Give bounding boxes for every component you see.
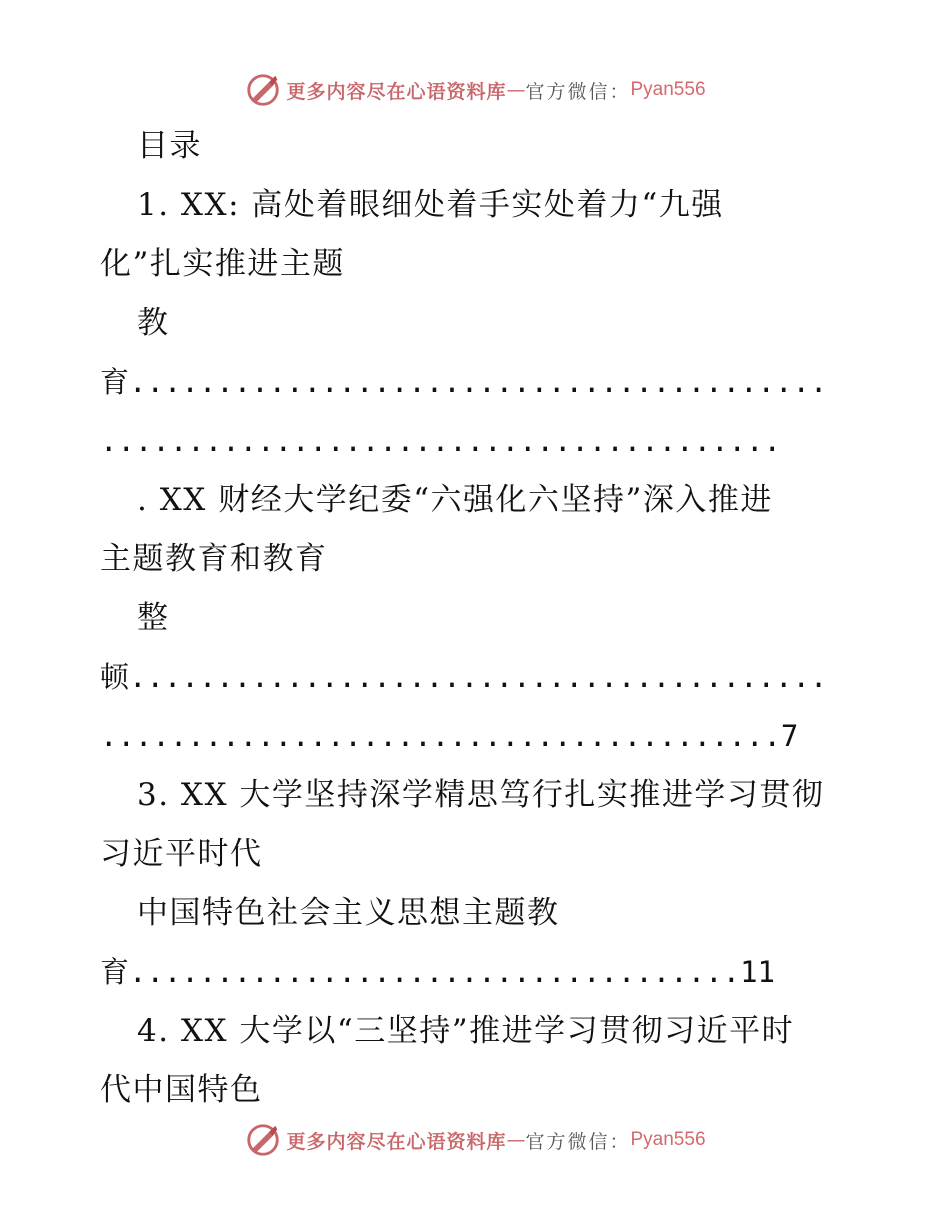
toc-leader-line: 育...................................11 (100, 955, 776, 989)
toc-line: 习近平时代 (100, 836, 263, 872)
toc-line: 化”扎实推进主题 (100, 246, 345, 282)
watermark-text: 更多内容尽在心语资料库 (286, 1130, 507, 1153)
toc-line: 主题教育和教育 (100, 541, 328, 577)
header-watermark (0, 70, 950, 110)
toc-leader-line: 顿........................................ (100, 660, 828, 694)
toc-line: 整 (137, 600, 170, 636)
toc-line: 中国特色社会主义思想主题教 (137, 895, 560, 931)
footer-watermark (0, 1120, 950, 1160)
toc-line: . XX 财经大学纪委“六强化六坚持”深入推进 (137, 482, 773, 518)
pen-logo-icon (244, 1121, 282, 1159)
toc-leader-line: ....................................... (100, 424, 781, 458)
watermark-dash: — (506, 1129, 526, 1151)
watermark-sub: 官方微信： (525, 80, 631, 103)
toc-heading: 目录 (137, 128, 202, 164)
watermark-text: 更多内容尽在心语资料库 (286, 80, 507, 103)
watermark-sub: 官方微信： (525, 1130, 631, 1153)
toc-line: 1. XX: 高处着眼细处着手实处着力“九强 (137, 187, 724, 223)
watermark-id: Pyan556 (630, 79, 706, 100)
watermark-dash: — (506, 79, 526, 101)
toc-line: 教 (137, 305, 170, 341)
pen-logo-icon (244, 71, 282, 109)
toc-leader-line: 育........................................ (100, 365, 828, 399)
toc-line: 3. XX 大学坚持深学精思笃行扎实推进学习贯彻 (137, 777, 825, 813)
toc-leader-line: .......................................7 (100, 719, 799, 753)
toc-line: 代中国特色 (100, 1072, 263, 1108)
watermark-id: Pyan556 (630, 1129, 706, 1150)
toc-line: 4. XX 大学以“三坚持”推进学习贯彻习近平时 (137, 1013, 795, 1049)
